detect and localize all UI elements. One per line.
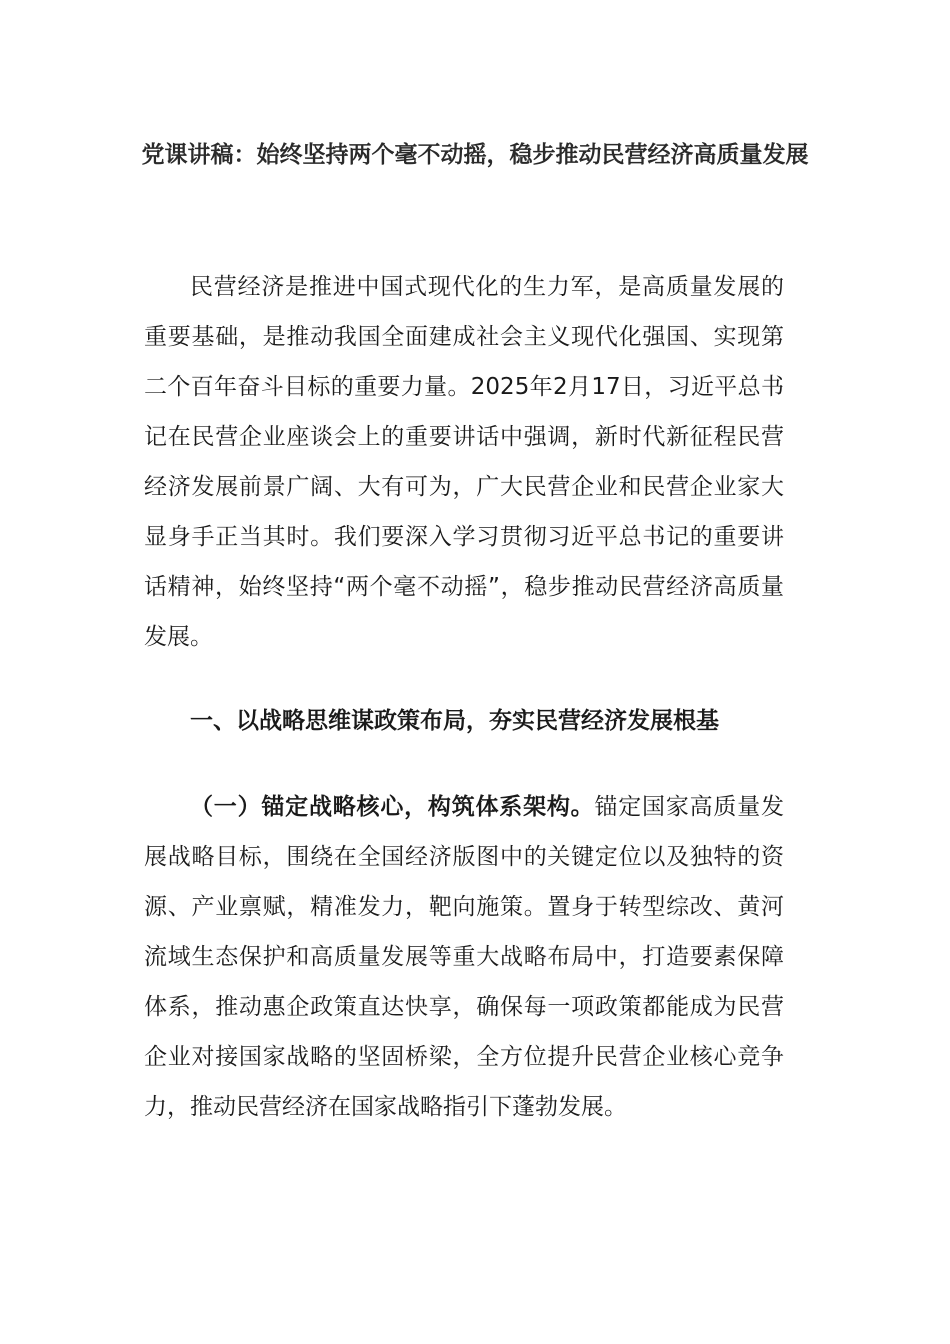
intro-paragraph: 民营经济是推进中国式现代化的生力军，是高质量发展的重要基础，是推动我国全面建成社会主义现代化强国、实现第二个百年奋斗目标的重要力量。2025年2月17日，习近平总书记在民营企业座谈会上的重要讲话中强调，新时代新征程民营经济发展前景广阔、大有可为，广大民营企业和民营企业家大显身手正当其时。我们要深入学习贯彻习近平总书记的重要讲话精神，始终坚持“两个毫不动摇”，稳步推动民营经济高质量发展。 — [144, 274, 784, 650]
document-title: 党课讲稿：始终坚持两个毫不动摇，稳步推动民营经济高质量发展 — [141, 142, 809, 168]
subsection-paragraph — [144, 782, 784, 1132]
section-heading: 一、以战略思维谋政策布局，夯实民营经济发展根基 — [190, 708, 719, 734]
subsection-lead: （一）锚定战略核心，构筑体系架构。 — [190, 794, 595, 820]
subsection-body: 锚定国家高质量发展战略目标，围绕在全国经济版图中的关键定位以及独特的资源、产业禀赋，精准发力，靶向施策。置身于转型综改、黄河流域生态保护和高质量发展等重大战略布局中，打造要素保障体系，推动惠企政策直达快享，确保每一项政策都能成为民营企业对接国家战略的坚固桥梁，全方位提升民营企业核心竞争力，推动民营经济在国家战略指引下蓬勃发展。 — [144, 794, 785, 1120]
